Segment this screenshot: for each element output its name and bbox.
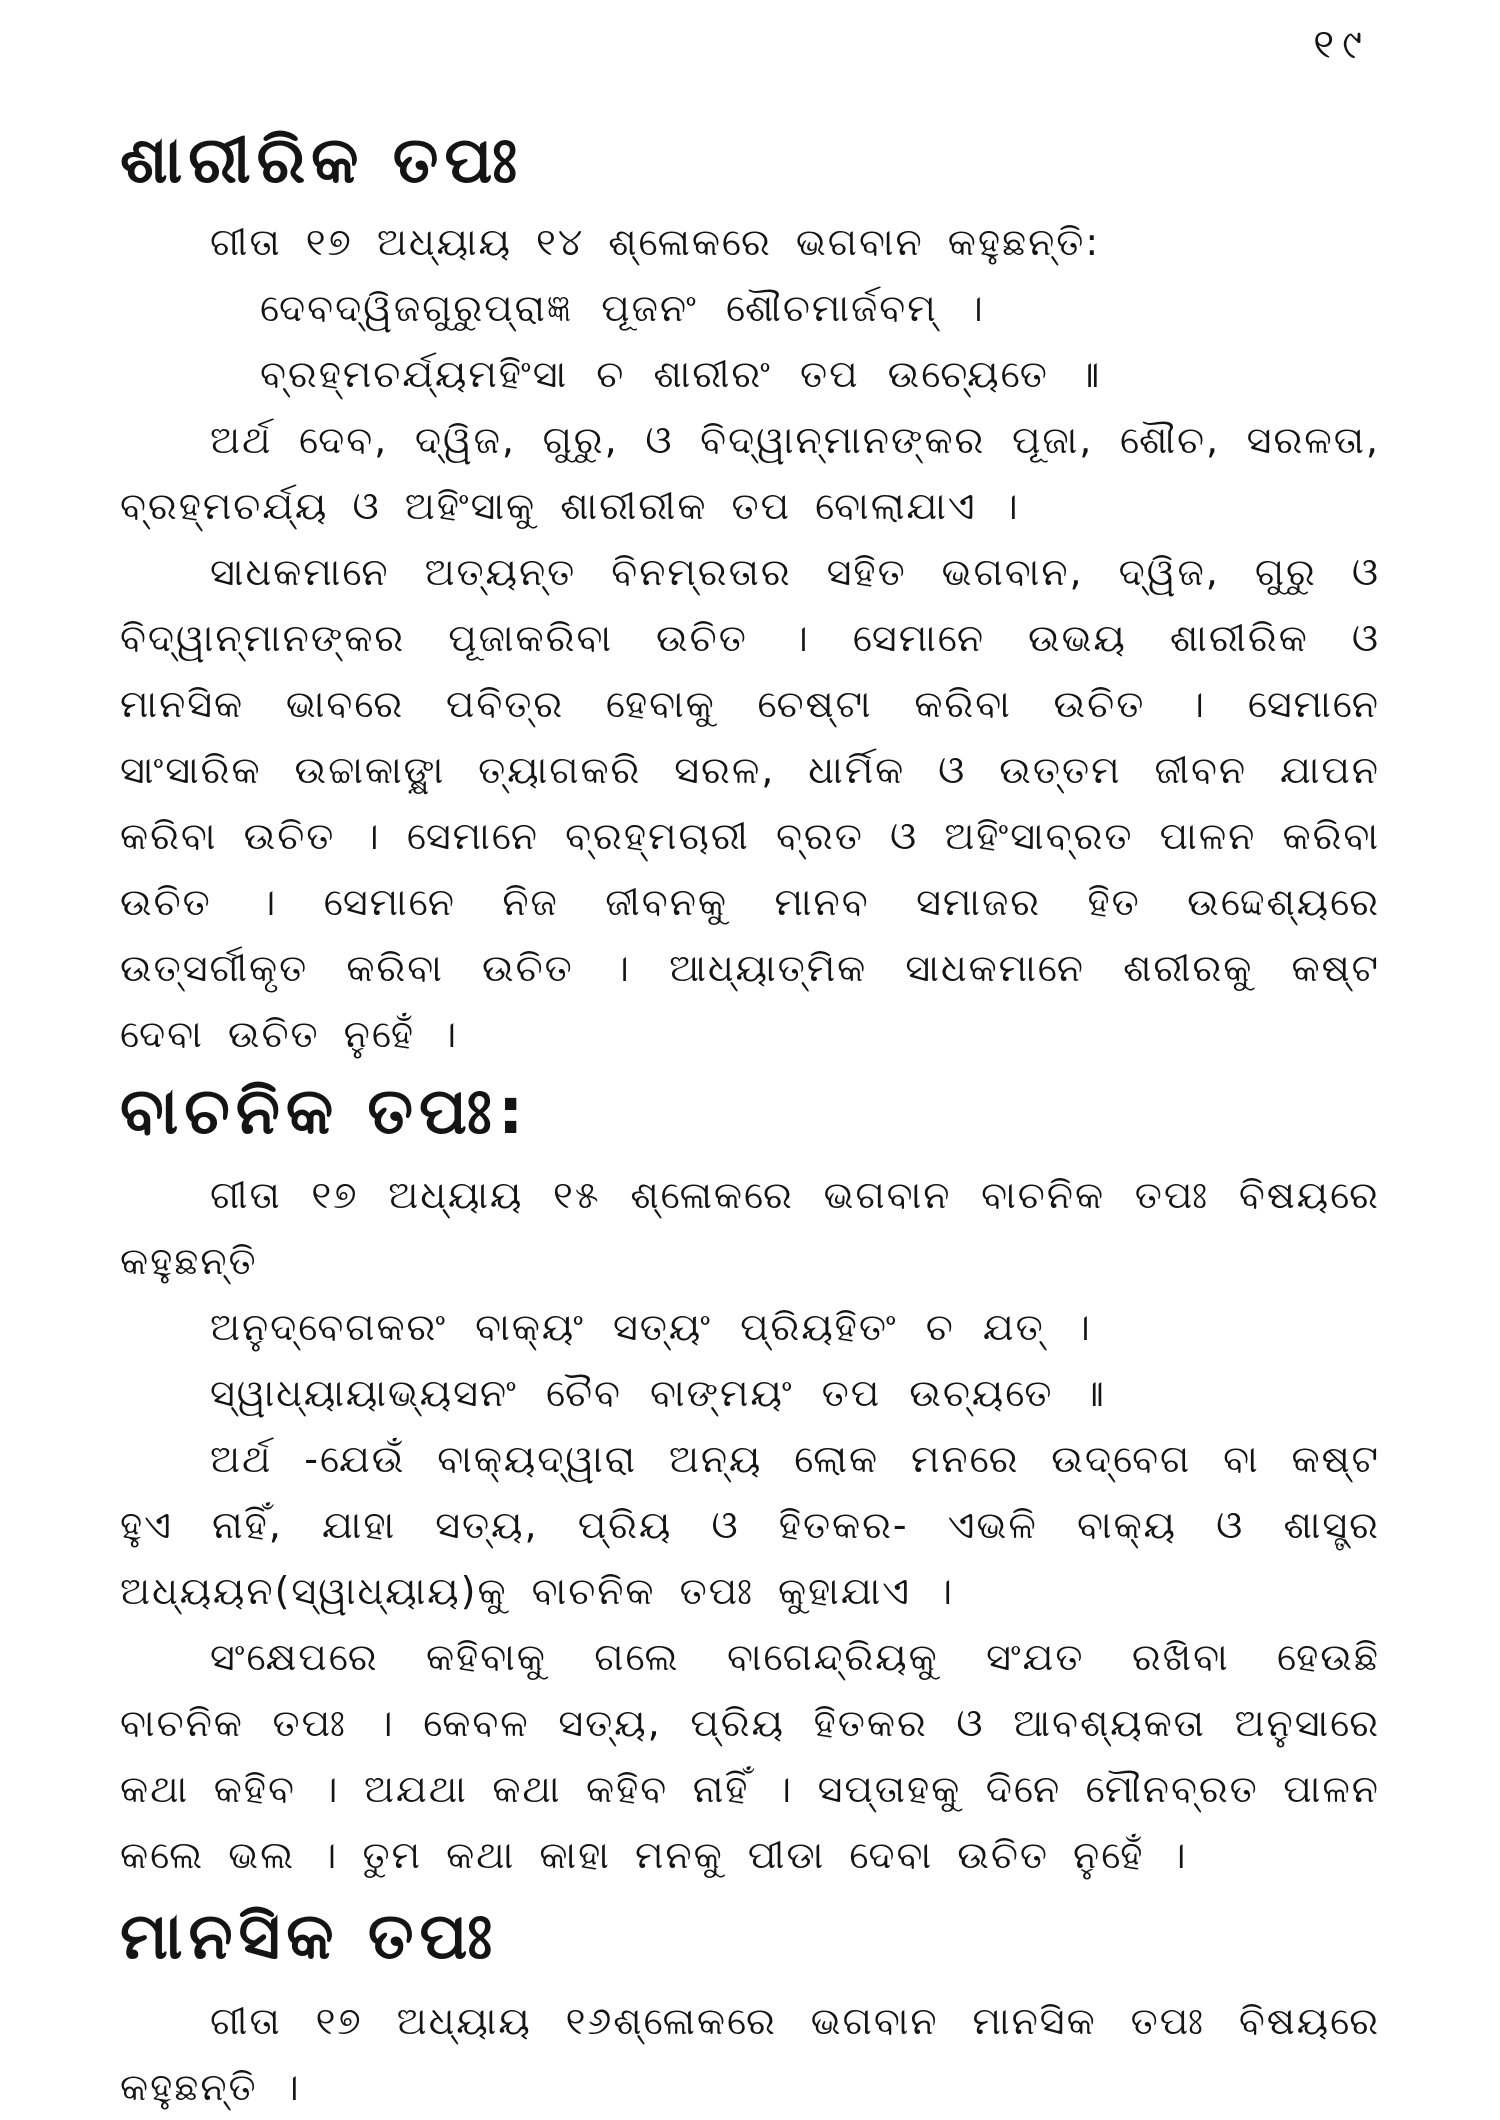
meaning-paragraph: ଅର୍ଥ ଦେବ, ଦ୍ୱିଜ, ଗୁରୁ, ଓ ବିଦ୍ୱାନ୍‌ମାନଙ୍କର ପୂଜା, ଶୌଚ, ସରଳତା, ବ୍ରହ୍ମଚର୍ଯ୍ୟ ଓ ଅହିଂସାକୁ ଶାରୀରୀକ ତପ ବୋଲାଯାଏ । bbox=[120, 418, 1380, 529]
intro-paragraph: ଗୀତା ୧୭ ଅଧ୍ୟାୟ ୧୫ ଶ୍ଳୋକରେ ଭଗବାନ ବାଚନିକ ତପଃ ବିଷୟରେ କହୁଛନ୍ତି bbox=[120, 1173, 1380, 1284]
meaning-paragraph: ଅର୍ଥ -ଯେଉଁ ବାକ୍ୟଦ୍ୱାରା ଅନ୍ୟ ଲୋକ ମନରେ ଉଦ୍‌ବେଗ ବା କଷ୍ଟ ହୁଏ ନାହିଁ, ଯାହା ସତ୍ୟ, ପ୍ରିୟ ଓ ହିତକର- ଏଭଳି ବାକ୍ୟ ଓ ଶାସ୍ତ୍ର ଅଧ୍ୟୟନ(ସ୍ୱାଧ୍ୟାୟ)କୁ ବାଚନିକ ତପଃ କୁହାଯାଏ । bbox=[120, 1437, 1380, 1614]
explanation-paragraph: ସାଧକମାନେ ଅତ୍ୟନ୍ତ ବିନମ୍ରତାର ସହିତ ଭଗବାନ, ଦ୍ୱିଜ, ଗୁରୁ ଓ ବିଦ୍ୱାନ୍‌ମାନଙ୍କର ପୂଜାକରିବା ଉଚିତ । ସେମାନେ ଉଭୟ ଶାରୀରିକ ଓ ମାନସିକ ଭାବରେ ପବିତ୍ର ହେବାକୁ ଚେଷ୍ଟା କରିବା ଉଚିତ । ସେମାନେ ସାଂସାରିକ ଉଚ୍ଚାକାଙ୍କ୍ଷା ତ୍ୟାଗକରି ସରଳ, ଧାର୍ମିକ ଓ ଉତ୍ତମ ଜୀବନ ଯାପନ କରିବା ଉଚିତ । ସେମାନେ ବ୍ରହ୍ମଚାରୀ ବ୍ରତ ଓ ଅହିଂସାବ୍ରତ ପାଳନ କରିବା ଉଚିତ । ସେମାନେ ନିଜ ଜୀବନକୁ ମାନବ ସମାଜର ହିତ ଉଦ୍ଦେଶ୍ୟରେ ଉତ୍ସର୍ଗୀକୃତ କରିବା ଉଚିତ । ଆଧ୍ୟାତ୍ମିକ ସାଧକମାନେ ଶରୀରକୁ କଷ୍ଟ ଦେବା ଉଚିତ ନୁହେଁ । bbox=[120, 550, 1380, 1057]
page-number: ୧୯ bbox=[1313, 22, 1370, 68]
verse-line: ସ୍ୱାଧ୍ୟାୟାଭ୍ୟସନଂ ଚୈବ ବାଙ୍ମୟଂ ତପ ଉଚ୍ୟତେ ॥ bbox=[210, 1371, 1106, 1416]
section-physical-austerity bbox=[120, 120, 1380, 1067]
section-heading: ମାନସିକ ତପଃ bbox=[120, 1900, 499, 1975]
explanation-paragraph: ସଂକ୍ଷେପରେ କହିବାକୁ ଗଲେ ବାଗେନ୍ଦ୍ରିୟକୁ ସଂଯତ ରଖିବା ହେଉଛି ବାଚନିକ ତପଃ । କେବଳ ସତ୍ୟ, ପ୍ରିୟ ହିତକର ଓ ଆବଶ୍ୟକତା ଅନୁସାରେ କଥା କହିବ । ଅଯଥା କଥା କହିବ ନାହିଁ । ସପ୍ତାହକୁ ଦିନେ ମୌନବ୍ରତ ପାଳନ କଲେ ଭଲ । ତୁମ କଥା କାହା ମନକୁ ପୀଡା ଦେବା ଉଚିତ ନୁହେଁ । bbox=[120, 1635, 1380, 1878]
verse-line: ଅନୁଦ୍‌ବେଗକରଂ ବାକ୍ୟଂ ସତ୍ୟଂ ପ୍ରିୟହିତଂ ଚ ଯତ୍ । bbox=[210, 1305, 1092, 1350]
intro-paragraph: ଗୀତା ୧୭ ଅଧ୍ୟାୟ ୧୬ଶ୍ଳୋକରେ ଭଗବାନ ମାନସିକ ତପଃ ବିଷୟରେ କହୁଛନ୍ତି । bbox=[120, 1998, 1380, 2109]
section-heading: ବାଚନିକ ତପଃ: bbox=[120, 1075, 530, 1150]
section-heading: ଶାରୀରିକ ତପଃ bbox=[120, 124, 524, 198]
verse-line: ବ୍ରହ୍ମଚର୍ଯ୍ୟମହିଂସା ଚ ଶାରୀରଂ ତପ ଉଚ୍ୟେତେ ॥ bbox=[260, 352, 1102, 397]
verse-line: ଦେବଦ୍ୱିଜଗୁରୁପ୍ରାଜ୍ଞ ପୂଜନଂ ଶୌଚମାର୍ଜବମ୍ । bbox=[260, 286, 985, 331]
intro-paragraph: ଗୀତା ୧୭ ଅଧ୍ୟାୟ ୧୪ ଶ୍ଳୋକରେ ଭଗବାନ କହୁଛନ୍ତି: bbox=[210, 220, 1101, 265]
section-mental-austerity bbox=[120, 1896, 1380, 2119]
page-content bbox=[120, 120, 1380, 2120]
section-verbal-austerity bbox=[120, 1071, 1380, 1888]
